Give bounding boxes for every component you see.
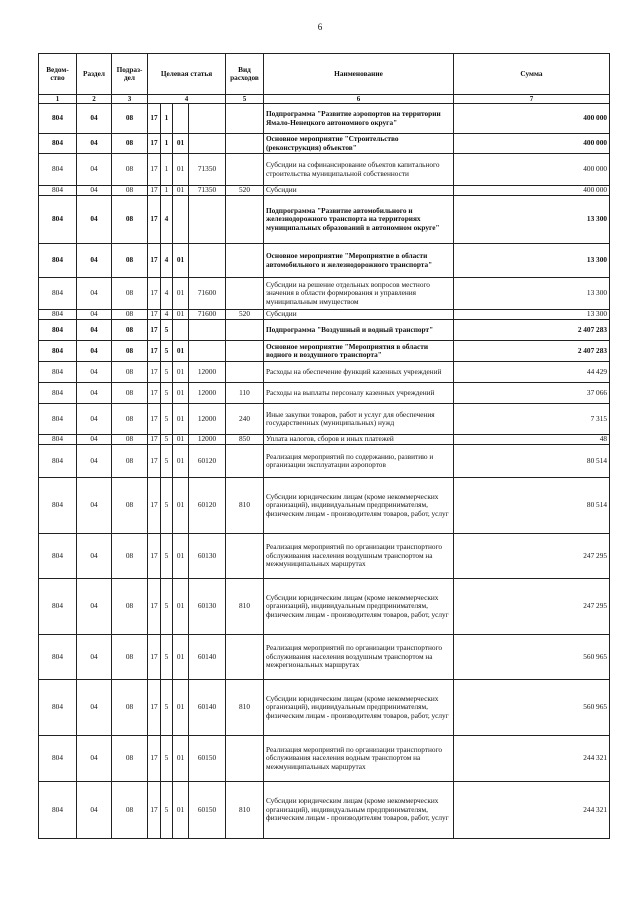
cell-razdel: 04 (77, 404, 112, 435)
cell-vid-rashodov (226, 534, 264, 579)
cell-subprogram-code: 5 (161, 635, 173, 680)
cell-vid-rashodov: 520 (226, 310, 264, 320)
cell-summa: 80 514 (454, 478, 610, 534)
cell-naimenovanie: Субсидии (264, 310, 454, 320)
table-row (39, 278, 610, 310)
cell-direction-code: 60140 (189, 680, 226, 736)
cell-summa: 13 300 (454, 278, 610, 310)
cell-vid-rashodov: 110 (226, 383, 264, 404)
cell-program-code: 17 (148, 736, 161, 782)
cell-vid-rashodov: 810 (226, 782, 264, 839)
cell-razdel: 04 (77, 341, 112, 362)
cell-direction-code: 12000 (189, 362, 226, 383)
cell-subprogram-code: 4 (161, 244, 173, 278)
cell-subprogram-code: 4 (161, 278, 173, 310)
cell-podrazdel: 08 (112, 196, 148, 244)
table-row (39, 404, 610, 435)
cell-direction-code: 60130 (189, 579, 226, 635)
table-row (39, 435, 610, 445)
cell-event-code: 01 (173, 404, 189, 435)
cell-vid-rashodov (226, 154, 264, 186)
cell-program-code: 17 (148, 680, 161, 736)
cell-summa: 400 000 (454, 186, 610, 196)
cell-podrazdel: 08 (112, 579, 148, 635)
table-body (39, 104, 610, 839)
cell-event-code: 01 (173, 383, 189, 404)
cell-vid-rashodov: 810 (226, 579, 264, 635)
cell-naimenovanie: Расходы на обеспечение функций казенных учреждений (264, 362, 454, 383)
cell-summa: 7 315 (454, 404, 610, 435)
cell-summa: 80 514 (454, 445, 610, 478)
cell-podrazdel: 08 (112, 782, 148, 839)
cell-program-code: 17 (148, 310, 161, 320)
column-number: 1 (39, 95, 77, 104)
cell-direction-code: 71600 (189, 278, 226, 310)
cell-vedomstvo: 804 (39, 320, 77, 341)
cell-naimenovanie: Субсидии (264, 186, 454, 196)
cell-summa: 244 321 (454, 736, 610, 782)
cell-summa: 13 300 (454, 310, 610, 320)
cell-summa: 400 000 (454, 154, 610, 186)
cell-direction-code: 12000 (189, 435, 226, 445)
cell-direction-code: 60150 (189, 736, 226, 782)
cell-vid-rashodov (226, 196, 264, 244)
cell-vedomstvo: 804 (39, 534, 77, 579)
cell-event-code (173, 320, 189, 341)
cell-summa: 44 429 (454, 362, 610, 383)
column-number: 4 (148, 95, 226, 104)
cell-direction-code: 12000 (189, 404, 226, 435)
cell-razdel: 04 (77, 186, 112, 196)
cell-razdel: 04 (77, 680, 112, 736)
cell-razdel: 04 (77, 635, 112, 680)
cell-vedomstvo: 804 (39, 134, 77, 154)
cell-naimenovanie: Реализация мероприятий по организации транспортного обслуживания населения водным транспортом на межмуниципальных маршрутах (264, 736, 454, 782)
cell-subprogram-code: 1 (161, 154, 173, 186)
cell-program-code: 17 (148, 244, 161, 278)
cell-program-code: 17 (148, 383, 161, 404)
cell-podrazdel: 08 (112, 134, 148, 154)
cell-vid-rashodov: 810 (226, 680, 264, 736)
cell-event-code: 01 (173, 782, 189, 839)
cell-event-code: 01 (173, 435, 189, 445)
cell-event-code: 01 (173, 445, 189, 478)
cell-direction-code: 71350 (189, 154, 226, 186)
header-naimenovanie: Наименование (264, 54, 454, 95)
cell-razdel: 04 (77, 310, 112, 320)
cell-event-code: 01 (173, 244, 189, 278)
cell-vid-rashodov (226, 104, 264, 134)
cell-summa: 13 300 (454, 196, 610, 244)
table-row (39, 186, 610, 196)
cell-vid-rashodov (226, 320, 264, 341)
cell-vedomstvo: 804 (39, 244, 77, 278)
cell-razdel: 04 (77, 736, 112, 782)
cell-event-code: 01 (173, 736, 189, 782)
cell-razdel: 04 (77, 154, 112, 186)
cell-podrazdel: 08 (112, 404, 148, 435)
cell-event-code: 01 (173, 341, 189, 362)
cell-razdel: 04 (77, 782, 112, 839)
cell-podrazdel: 08 (112, 680, 148, 736)
cell-podrazdel: 08 (112, 104, 148, 134)
cell-event-code (173, 196, 189, 244)
cell-naimenovanie: Субсидии юридическим лицам (кроме некоммерческих организаций), индивидуальным предпринимателям, физическим лицам - производителям товаров, работ, услуг (264, 478, 454, 534)
cell-vedomstvo: 804 (39, 579, 77, 635)
cell-subprogram-code: 5 (161, 782, 173, 839)
cell-naimenovanie: Реализация мероприятий по организации транспортного обслуживания населения воздушным транспортом на межмуниципальных маршрутах (264, 534, 454, 579)
table-row (39, 736, 610, 782)
cell-vedomstvo: 804 (39, 278, 77, 310)
cell-summa: 2 407 283 (454, 341, 610, 362)
cell-podrazdel: 08 (112, 383, 148, 404)
cell-vid-rashodov: 520 (226, 186, 264, 196)
cell-direction-code: 60120 (189, 445, 226, 478)
cell-event-code: 01 (173, 534, 189, 579)
cell-naimenovanie: Основное мероприятие "Строительство (реконструкция) объектов" (264, 134, 454, 154)
cell-direction-code: 12000 (189, 383, 226, 404)
cell-direction-code (189, 244, 226, 278)
cell-event-code: 01 (173, 362, 189, 383)
cell-naimenovanie: Основное мероприятие "Мероприятие в области автомобильного и железнодорожного транспорта" (264, 244, 454, 278)
table-row (39, 341, 610, 362)
cell-direction-code (189, 196, 226, 244)
cell-event-code: 01 (173, 154, 189, 186)
cell-podrazdel: 08 (112, 310, 148, 320)
column-number: 7 (454, 95, 610, 104)
table-row (39, 244, 610, 278)
cell-subprogram-code: 1 (161, 134, 173, 154)
cell-vedomstvo: 804 (39, 341, 77, 362)
cell-subprogram-code: 5 (161, 579, 173, 635)
cell-podrazdel: 08 (112, 320, 148, 341)
cell-podrazdel: 08 (112, 154, 148, 186)
cell-naimenovanie: Реализация мероприятий по организации транспортного обслуживания населения воздушным транспортом на межрегиональных маршрутах (264, 635, 454, 680)
cell-subprogram-code: 1 (161, 104, 173, 134)
cell-summa: 400 000 (454, 134, 610, 154)
cell-subprogram-code: 4 (161, 196, 173, 244)
header-celevaya-statya: Целевая статья (148, 54, 226, 95)
table-row (39, 134, 610, 154)
cell-podrazdel: 08 (112, 635, 148, 680)
cell-summa: 560 965 (454, 680, 610, 736)
column-number: 5 (226, 95, 264, 104)
column-number: 6 (264, 95, 454, 104)
budget-table (38, 53, 610, 839)
cell-program-code: 17 (148, 196, 161, 244)
cell-subprogram-code: 5 (161, 478, 173, 534)
cell-naimenovanie: Субсидии на решение отдельных вопросов местного значения в области формирования и управления муниципальным имуществом (264, 278, 454, 310)
column-numbering-row (39, 95, 610, 104)
cell-vid-rashodov: 810 (226, 478, 264, 534)
cell-vedomstvo: 804 (39, 186, 77, 196)
cell-subprogram-code: 1 (161, 186, 173, 196)
cell-naimenovanie: Подпрограмма "Воздушный и водный транспорт" (264, 320, 454, 341)
cell-vid-rashodov (226, 362, 264, 383)
cell-vedomstvo: 804 (39, 383, 77, 404)
header-vid-rashodov: Вид расходов (226, 54, 264, 95)
table-row (39, 680, 610, 736)
cell-program-code: 17 (148, 782, 161, 839)
column-number: 3 (112, 95, 148, 104)
cell-vid-rashodov (226, 244, 264, 278)
cell-naimenovanie: Уплата налогов, сборов и иных платежей (264, 435, 454, 445)
cell-razdel: 04 (77, 244, 112, 278)
cell-vid-rashodov: 850 (226, 435, 264, 445)
cell-event-code: 01 (173, 310, 189, 320)
cell-vedomstvo: 804 (39, 310, 77, 320)
cell-event-code: 01 (173, 134, 189, 154)
table-row (39, 196, 610, 244)
cell-program-code: 17 (148, 341, 161, 362)
cell-vedomstvo: 804 (39, 435, 77, 445)
cell-razdel: 04 (77, 278, 112, 310)
cell-subprogram-code: 5 (161, 736, 173, 782)
cell-program-code: 17 (148, 445, 161, 478)
table-row (39, 362, 610, 383)
cell-podrazdel: 08 (112, 362, 148, 383)
cell-podrazdel: 08 (112, 736, 148, 782)
cell-naimenovanie: Субсидии на софинансирование объектов капитального строительства муниципальной собственности (264, 154, 454, 186)
cell-event-code: 01 (173, 635, 189, 680)
cell-podrazdel: 08 (112, 186, 148, 196)
cell-naimenovanie: Подпрограмма "Развитие аэропортов на территории Ямало-Ненецкого автономного округа" (264, 104, 454, 134)
cell-vid-rashodov (226, 445, 264, 478)
cell-program-code: 17 (148, 478, 161, 534)
cell-subprogram-code: 5 (161, 320, 173, 341)
cell-direction-code (189, 341, 226, 362)
cell-event-code (173, 104, 189, 134)
cell-podrazdel: 08 (112, 278, 148, 310)
cell-vedomstvo: 804 (39, 478, 77, 534)
cell-naimenovanie: Иные закупки товаров, работ и услуг для обеспечения государственных (муниципальных) нужд (264, 404, 454, 435)
cell-direction-code: 71600 (189, 310, 226, 320)
cell-subprogram-code: 5 (161, 383, 173, 404)
table-row (39, 635, 610, 680)
cell-vid-rashodov (226, 341, 264, 362)
cell-vedomstvo: 804 (39, 736, 77, 782)
cell-subprogram-code: 5 (161, 341, 173, 362)
cell-summa: 560 965 (454, 635, 610, 680)
cell-summa: 37 066 (454, 383, 610, 404)
cell-razdel: 04 (77, 320, 112, 341)
cell-podrazdel: 08 (112, 534, 148, 579)
cell-subprogram-code: 5 (161, 445, 173, 478)
cell-summa: 247 295 (454, 579, 610, 635)
cell-podrazdel: 08 (112, 244, 148, 278)
table-row (39, 445, 610, 478)
cell-naimenovanie: Субсидии юридическим лицам (кроме некоммерческих организаций), индивидуальным предпринимателям, физическим лицам - производителям товаров, работ, услуг (264, 680, 454, 736)
cell-program-code: 17 (148, 186, 161, 196)
cell-vedomstvo: 804 (39, 196, 77, 244)
cell-event-code: 01 (173, 478, 189, 534)
cell-vid-rashodov (226, 635, 264, 680)
cell-direction-code (189, 104, 226, 134)
header-razdel: Раздел (77, 54, 112, 95)
cell-event-code: 01 (173, 186, 189, 196)
cell-podrazdel: 08 (112, 341, 148, 362)
cell-program-code: 17 (148, 534, 161, 579)
cell-razdel: 04 (77, 196, 112, 244)
cell-direction-code: 60140 (189, 635, 226, 680)
cell-direction-code: 60130 (189, 534, 226, 579)
cell-razdel: 04 (77, 579, 112, 635)
cell-subprogram-code: 5 (161, 404, 173, 435)
cell-program-code: 17 (148, 278, 161, 310)
table-row (39, 320, 610, 341)
header-vedomstvo: Ведом-ство (39, 54, 77, 95)
cell-program-code: 17 (148, 362, 161, 383)
cell-podrazdel: 08 (112, 478, 148, 534)
cell-razdel: 04 (77, 445, 112, 478)
table-row (39, 534, 610, 579)
table-row (39, 579, 610, 635)
cell-vedomstvo: 804 (39, 680, 77, 736)
cell-vedomstvo: 804 (39, 445, 77, 478)
cell-razdel: 04 (77, 534, 112, 579)
cell-vedomstvo: 804 (39, 404, 77, 435)
cell-program-code: 17 (148, 404, 161, 435)
table-row (39, 154, 610, 186)
cell-subprogram-code: 5 (161, 534, 173, 579)
cell-razdel: 04 (77, 383, 112, 404)
cell-summa: 247 295 (454, 534, 610, 579)
cell-vid-rashodov: 240 (226, 404, 264, 435)
cell-subprogram-code: 5 (161, 435, 173, 445)
cell-program-code: 17 (148, 154, 161, 186)
column-number: 2 (77, 95, 112, 104)
cell-program-code: 17 (148, 435, 161, 445)
cell-razdel: 04 (77, 435, 112, 445)
cell-summa: 48 (454, 435, 610, 445)
cell-razdel: 04 (77, 478, 112, 534)
table-row (39, 478, 610, 534)
cell-summa: 400 000 (454, 104, 610, 134)
cell-vedomstvo: 804 (39, 362, 77, 383)
cell-summa: 13 300 (454, 244, 610, 278)
table-row (39, 310, 610, 320)
cell-vedomstvo: 804 (39, 782, 77, 839)
cell-program-code: 17 (148, 320, 161, 341)
cell-podrazdel: 08 (112, 445, 148, 478)
cell-direction-code (189, 320, 226, 341)
cell-direction-code: 60120 (189, 478, 226, 534)
cell-subprogram-code: 5 (161, 362, 173, 383)
cell-direction-code: 71350 (189, 186, 226, 196)
cell-program-code: 17 (148, 134, 161, 154)
cell-naimenovanie: Подпрограмма "Развитие автомобильного и железнодорожного транспорта на территориях муниципальных образований в автономном округе" (264, 196, 454, 244)
table-row (39, 782, 610, 839)
cell-vid-rashodov (226, 134, 264, 154)
cell-naimenovanie: Реализация мероприятий по содержанию, развитию и организации эксплуатации аэропортов (264, 445, 454, 478)
table-row (39, 104, 610, 134)
cell-event-code: 01 (173, 579, 189, 635)
cell-subprogram-code: 5 (161, 680, 173, 736)
cell-event-code: 01 (173, 278, 189, 310)
cell-vedomstvo: 804 (39, 104, 77, 134)
cell-podrazdel: 08 (112, 435, 148, 445)
page-number: 6 (317, 22, 323, 32)
header-summa: Сумма (454, 54, 610, 95)
cell-direction-code (189, 134, 226, 154)
cell-program-code: 17 (148, 635, 161, 680)
cell-razdel: 04 (77, 134, 112, 154)
cell-event-code: 01 (173, 680, 189, 736)
cell-direction-code: 60150 (189, 782, 226, 839)
cell-vid-rashodov (226, 278, 264, 310)
cell-program-code: 17 (148, 104, 161, 134)
cell-vedomstvo: 804 (39, 635, 77, 680)
cell-subprogram-code: 4 (161, 310, 173, 320)
cell-naimenovanie: Расходы на выплаты персоналу казенных учреждений (264, 383, 454, 404)
header-row (39, 54, 610, 95)
cell-summa: 244 321 (454, 782, 610, 839)
table-row (39, 383, 610, 404)
cell-vid-rashodov (226, 736, 264, 782)
cell-program-code: 17 (148, 579, 161, 635)
cell-razdel: 04 (77, 104, 112, 134)
cell-summa: 2 407 283 (454, 320, 610, 341)
header-podrazdel: Подраз-дел (112, 54, 148, 95)
cell-naimenovanie: Субсидии юридическим лицам (кроме некоммерческих организаций), индивидуальным предпринимателям, физическим лицам - производителям товаров, работ, услуг (264, 579, 454, 635)
cell-naimenovanie: Субсидии юридическим лицам (кроме некоммерческих организаций), индивидуальным предпринимателям, физическим лицам - производителям товаров, работ, услуг (264, 782, 454, 839)
cell-razdel: 04 (77, 362, 112, 383)
cell-vedomstvo: 804 (39, 154, 77, 186)
cell-naimenovanie: Основное мероприятие "Мероприятия в области водного и воздушного транспорта" (264, 341, 454, 362)
